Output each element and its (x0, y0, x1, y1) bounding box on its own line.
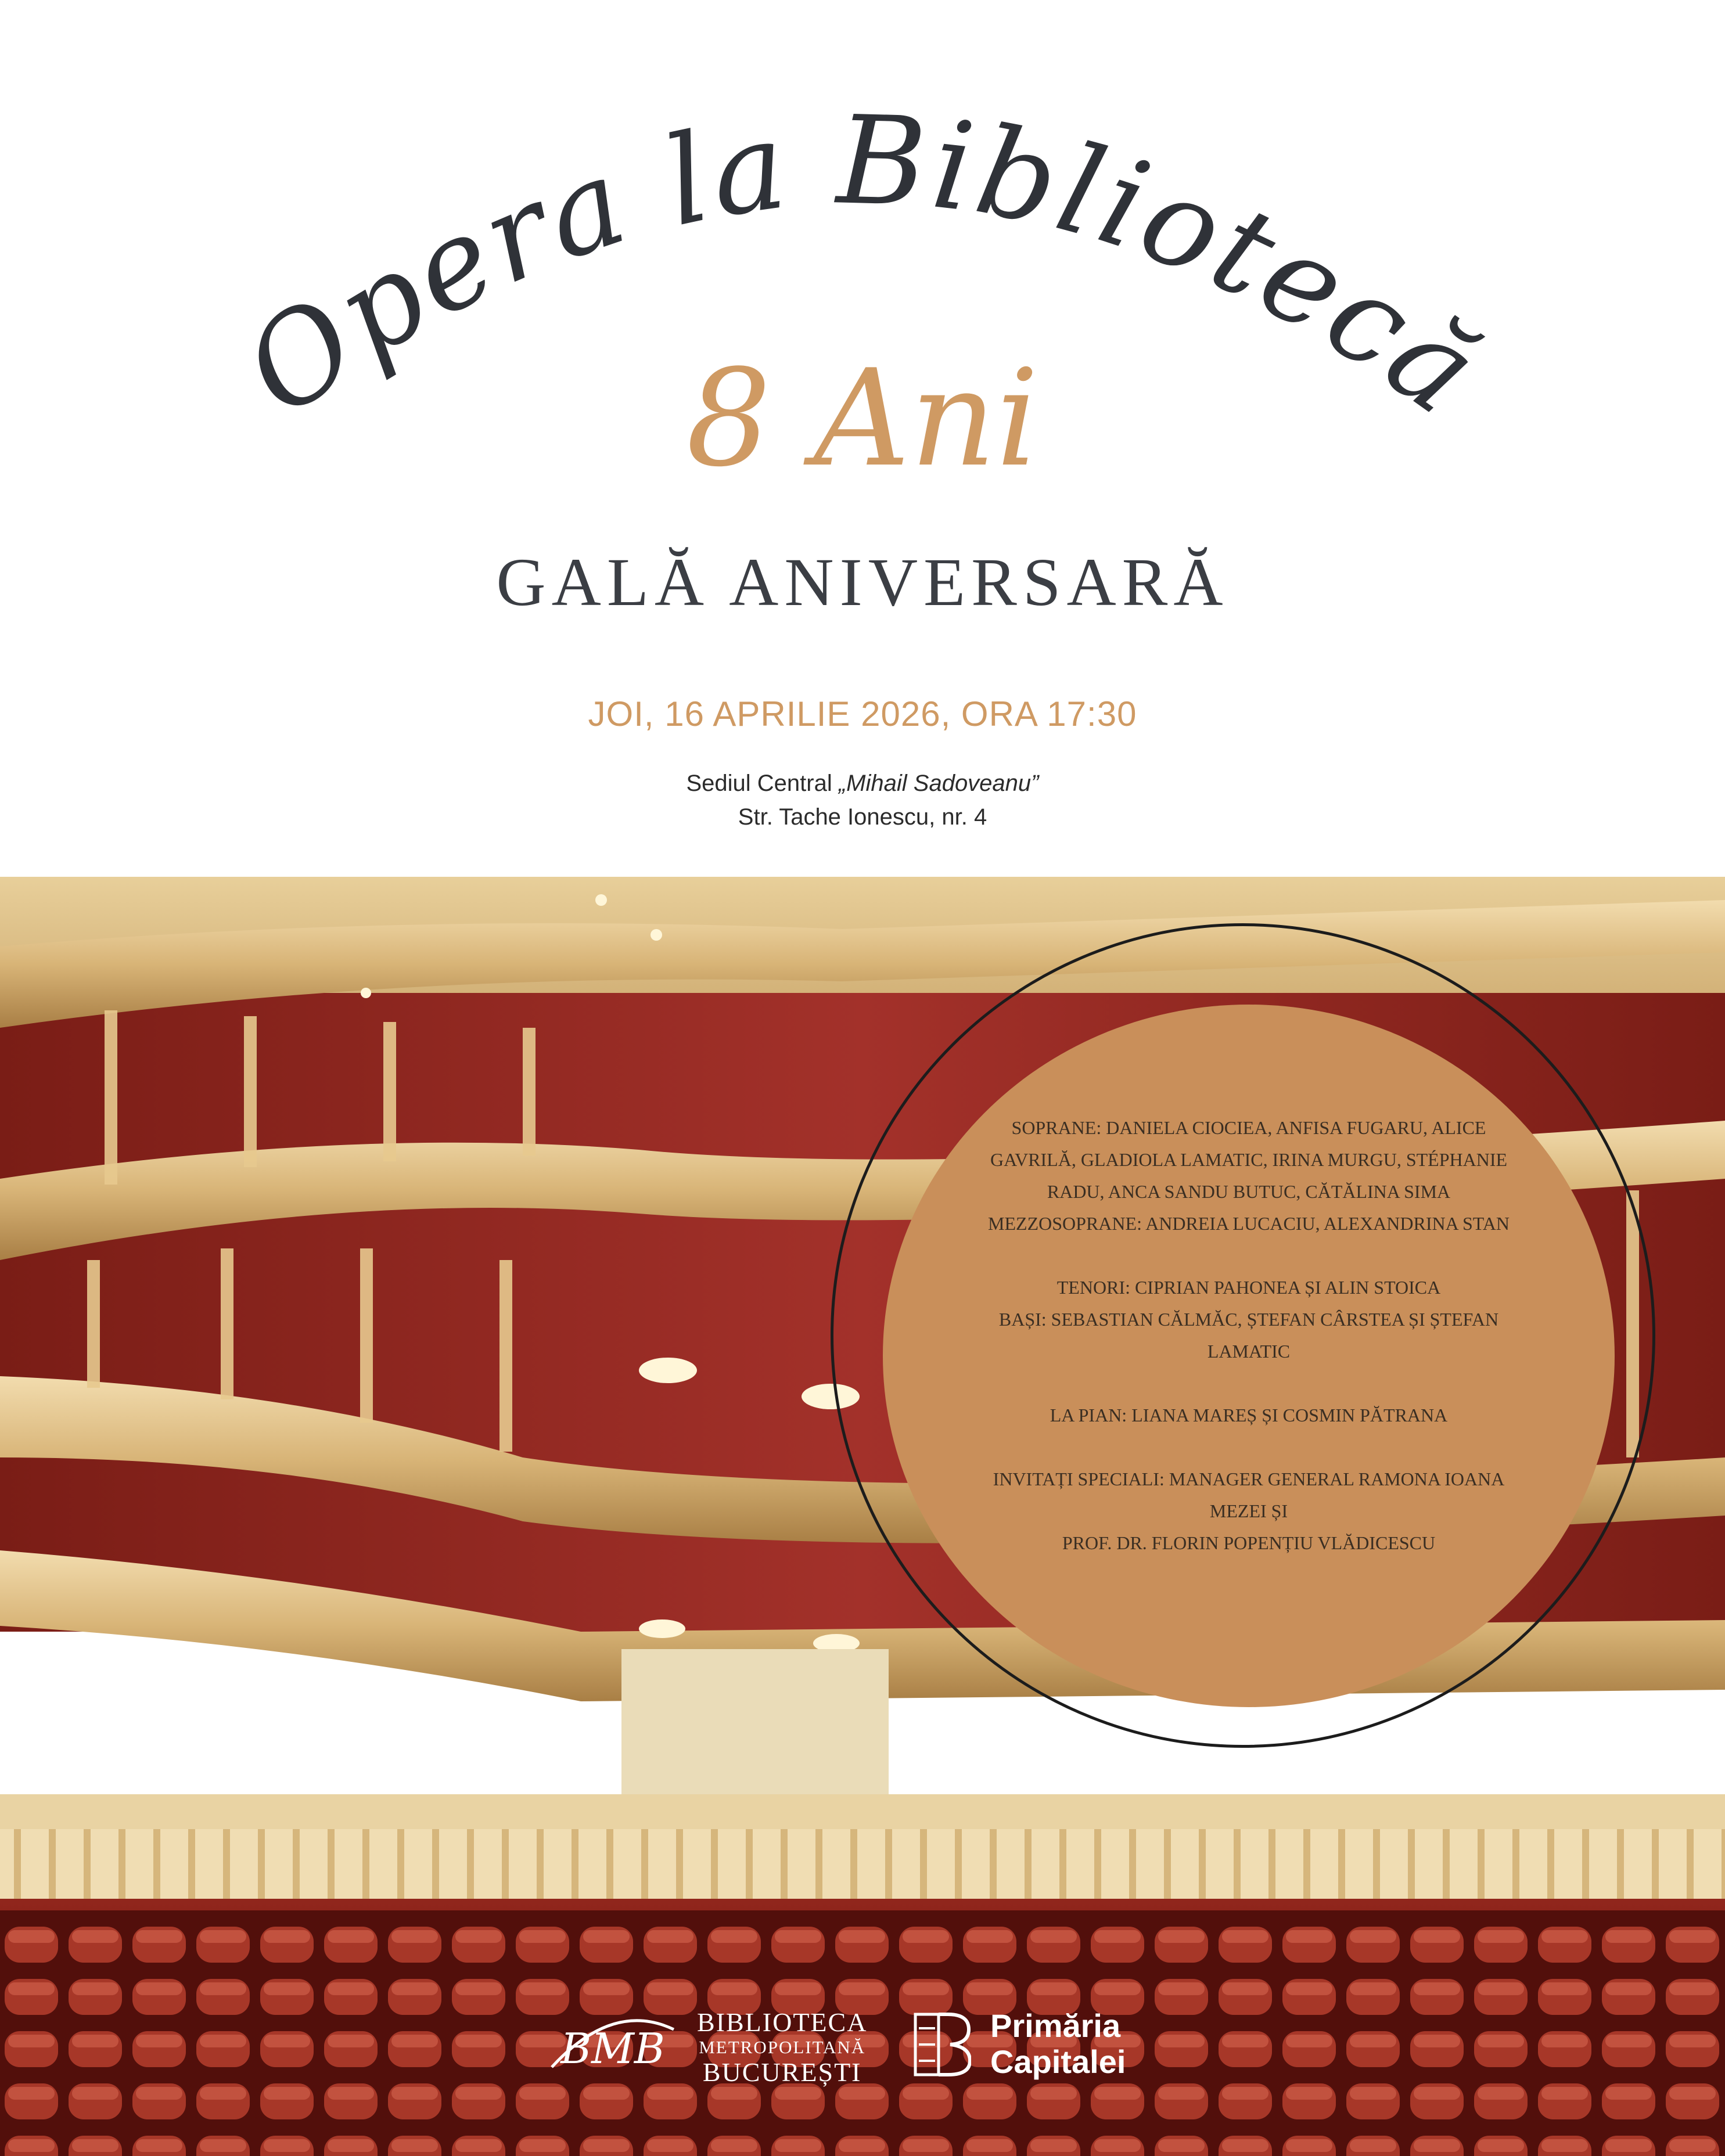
title-graphic (0, 0, 1725, 511)
sopranos: SOPRANE: DANIELA CIOCIEA, ANFISA FUGARU, ALICE GAVRILĂ, GLADIOLA LAMATIC, IRINA MURGU, STÉPHANIE RADU, ANCA SANDU BUTUC, CĂTĂLINA SIMA (990, 1117, 1508, 1202)
venue-address: Str. Tache Ionescu, nr. 4 (738, 804, 987, 830)
primaria-logo-text (990, 2008, 1126, 2080)
primaria-logo-icon (913, 2012, 971, 2077)
special-guests-cont: PROF. DR. FLORIN POPENȚIU VLĂDICESCU (1062, 1532, 1436, 1553)
performers-list (982, 1112, 1516, 1559)
parapet-rail (0, 1794, 1725, 1829)
mezzosopranos: MEZZOSOPRANE: ANDREIA LUCACIU, ALEXANDRINA STAN (988, 1213, 1510, 1234)
poster-header (0, 0, 1725, 877)
venue-line (0, 766, 1725, 800)
bmb-line1: BIBLIOTECA (697, 2007, 868, 2037)
special-guests: INVITAȚI SPECIALI: MANAGER GENERAL RAMONA IOANA MEZEI ȘI (993, 1468, 1505, 1521)
bmb-mark-text: BMB (560, 2024, 665, 2073)
bmb-logo-text (697, 2008, 867, 2087)
gala-subtitle: GALĂ ANIVERSARĂ (496, 544, 1229, 620)
script-title-path: Opera la Bibliotecă (219, 89, 1507, 444)
anniversary-label: 8 Ani (686, 341, 1039, 496)
parapet-balusters (0, 1829, 1725, 1899)
venue-name: „Mihail Sadoveanu” (838, 771, 1039, 796)
venue-prefix: Sediul Central (686, 771, 839, 796)
bmb-line3: BUCUREȘTI (702, 2057, 862, 2087)
primaria-line1: Primăria (990, 2007, 1121, 2044)
spacer (982, 1240, 1516, 1272)
venue-info (0, 766, 1725, 834)
event-datetime: JOI, 16 APRILIE 2026, ORA 17:30 (588, 694, 1137, 733)
bmb-line2: METROPOLITANĂ (699, 2037, 866, 2057)
basses: BAȘI: SEBASTIAN CĂLMĂC, ȘTEFAN CÂRSTEA ȘI ȘTEFAN LAMATIC (998, 1309, 1499, 1362)
rear-doorway (621, 1649, 889, 1800)
spacer (982, 1367, 1516, 1399)
primaria-line2: Capitalei (990, 2043, 1126, 2080)
tenors: TENORI: CIPRIAN PAHONEA ȘI ALIN STOICA (1056, 1277, 1441, 1298)
bmb-logo-icon (546, 2012, 680, 2076)
spacer (982, 1431, 1516, 1463)
piano: LA PIAN: LIANA MAREȘ ȘI COSMIN PĂTRANA (1050, 1405, 1448, 1426)
